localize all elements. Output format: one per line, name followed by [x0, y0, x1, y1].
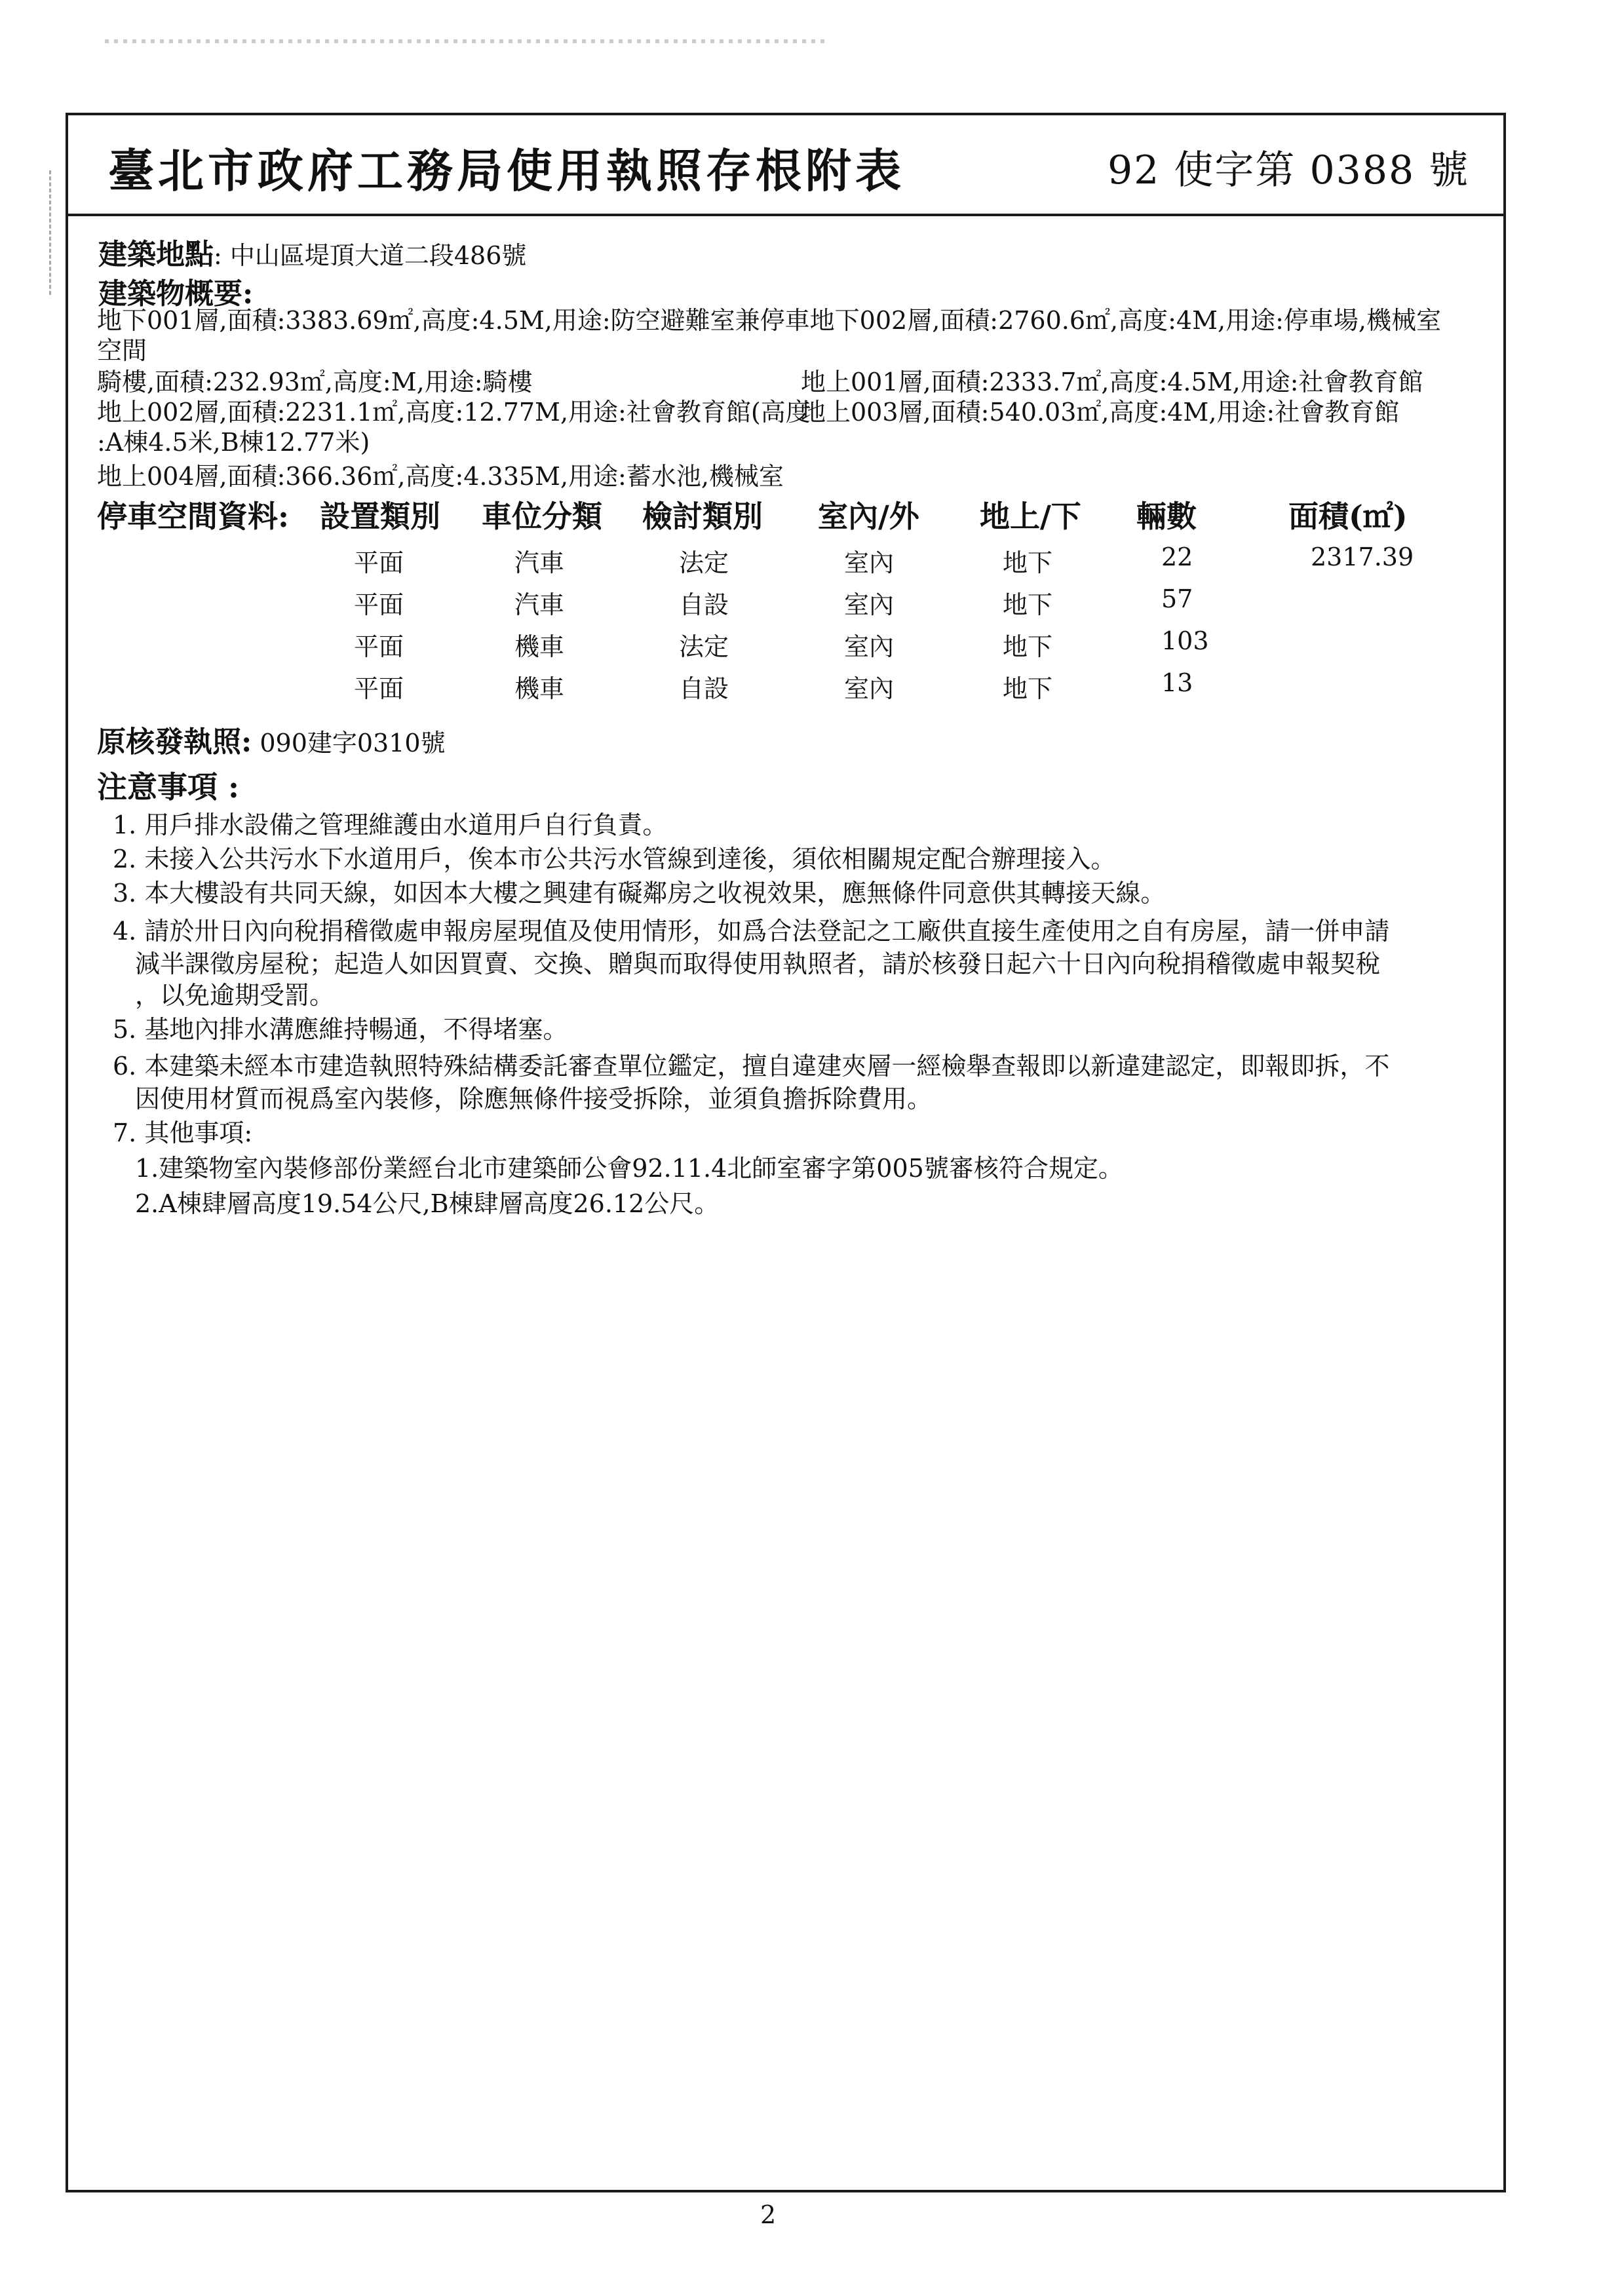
table-cell: 自設 — [679, 674, 729, 703]
table-cell: 自設 — [679, 590, 729, 619]
summary-line: :A棟4.5米,B棟12.77米) — [97, 428, 370, 457]
parking-header: 檢討類別 — [642, 499, 763, 534]
summary-line: 騎樓,面積:232.93㎡,高度:M,用途:騎樓 — [97, 368, 533, 396]
notes-label: 注意事項 : — [97, 769, 239, 805]
note-item: 1.建築物室內裝修部份業經台北市建築師公會92.11.4北師室審字第005號審核符合規定。 — [135, 1154, 1123, 1183]
site-label: 建築地點 — [98, 238, 214, 271]
table-cell: 22 — [1161, 543, 1193, 571]
table-cell: 室內 — [844, 590, 895, 619]
note-item: 7. 其他事項: — [113, 1119, 253, 1147]
summary-line: 地上002層,面積:2231.1㎡,高度:12.77M,用途:社會教育館(高度 — [97, 398, 811, 427]
original-permit-value: 090建字0310號 — [260, 729, 446, 757]
parking-header: 車位分類 — [482, 499, 602, 534]
note-item: 2.A棟肆層高度19.54公尺,B棟肆層高度26.12公尺。 — [135, 1189, 720, 1218]
site-value: : 中山區堤頂大道二段486號 — [214, 241, 527, 270]
table-cell: 機車 — [514, 674, 565, 703]
parking-header: 設置類別 — [320, 499, 440, 534]
table-cell: 室內 — [844, 548, 895, 577]
page-title: 臺北市政府工務局使用執照存根附表 — [108, 144, 905, 198]
summary-line: 地上004層,面積:366.36㎡,高度:4.335M,用途:蓄水池,機械室 — [97, 462, 784, 491]
note-item: 5. 基地內排水溝應維持暢通，不得堵塞。 — [113, 1015, 568, 1044]
parking-header: 室內/外 — [818, 499, 919, 534]
note-item: ，以免逾期受罰。 — [135, 981, 335, 1010]
parking-header: 地上/下 — [980, 499, 1081, 534]
summary-line-right: 地上001層,面積:2333.7㎡,高度:4.5M,用途:社會教育館 — [801, 368, 1423, 396]
site-row — [98, 231, 526, 273]
note-item: 4. 請於卅日內向稅捐稽徵處申報房屋現值及使用情形，如爲合法登記之工廠供直接生產使用之自有房屋，請一併申請 — [113, 917, 1390, 946]
original-permit-label: 原核發執照: — [97, 725, 252, 759]
table-cell: 地下 — [1003, 674, 1053, 703]
note-item: 1. 用戶排水設備之管理維護由水道用戶自行負責。 — [113, 811, 668, 839]
table-cell: 103 — [1161, 626, 1209, 655]
table-cell: 平面 — [354, 674, 404, 703]
summary-label: 建築物概要: — [98, 277, 254, 311]
permit-number: 92 使字第 0388 號 — [1108, 147, 1470, 193]
summary-line-right: 地上003層,面積:540.03㎡,高度:4M,用途:社會教育館 — [801, 398, 1400, 427]
original-permit-row — [97, 718, 446, 760]
page-number: 2 — [760, 2200, 777, 2229]
note-item: 減半課徵房屋稅；起造人如因買賣、交換、贈與而取得使用執照者，請於核發日起六十日內向稅捐稽徵處申報契稅 — [135, 949, 1381, 978]
table-cell: 室內 — [844, 632, 895, 661]
table-cell: 法定 — [679, 632, 729, 661]
table-cell: 平面 — [354, 548, 404, 577]
table-cell: 機車 — [514, 632, 565, 661]
table-cell: 汽車 — [514, 548, 565, 577]
table-cell: 2317.39 — [1311, 543, 1414, 571]
table-cell: 法定 — [679, 548, 729, 577]
table-cell: 平面 — [354, 632, 404, 661]
table-cell: 地下 — [1003, 632, 1053, 661]
note-item: 2. 未接入公共污水下水道用戶，俟本市公共污水管線到達後，須依相關規定配合辦理接入。 — [113, 845, 1116, 873]
summary-line: 空間 — [97, 336, 147, 365]
parking-header: 面積(㎡) — [1288, 499, 1408, 534]
table-cell: 平面 — [354, 590, 404, 619]
parking-label: 停車空間資料: — [97, 499, 289, 534]
note-item: 6. 本建築未經本市建造執照特殊結構委託審查單位鑑定，擅自違建夾層一經檢舉查報即以新違建認定，即報即拆，不 — [113, 1052, 1390, 1081]
scan-noise — [105, 39, 826, 43]
summary-line: 地下001層,面積:3383.69㎡,高度:4.5M,用途:防空避難室兼停車地下002層,面積:2760.6㎡,高度:4M,用途:停車場,機械室 — [97, 306, 1441, 335]
table-cell: 地下 — [1003, 548, 1053, 577]
table-cell: 57 — [1161, 584, 1193, 613]
table-cell: 汽車 — [514, 590, 565, 619]
parking-header: 輛數 — [1136, 499, 1197, 534]
table-cell: 13 — [1161, 668, 1193, 697]
table-cell: 地下 — [1003, 590, 1053, 619]
note-item: 3. 本大樓設有共同天線，如因本大樓之興建有礙鄰房之收視效果，應無條件同意供其轉接天線。 — [113, 879, 1166, 908]
note-item: 因使用材質而視爲室內裝修，除應無條件接受拆除，並須負擔拆除費用。 — [135, 1084, 933, 1113]
table-cell: 室內 — [844, 674, 895, 703]
